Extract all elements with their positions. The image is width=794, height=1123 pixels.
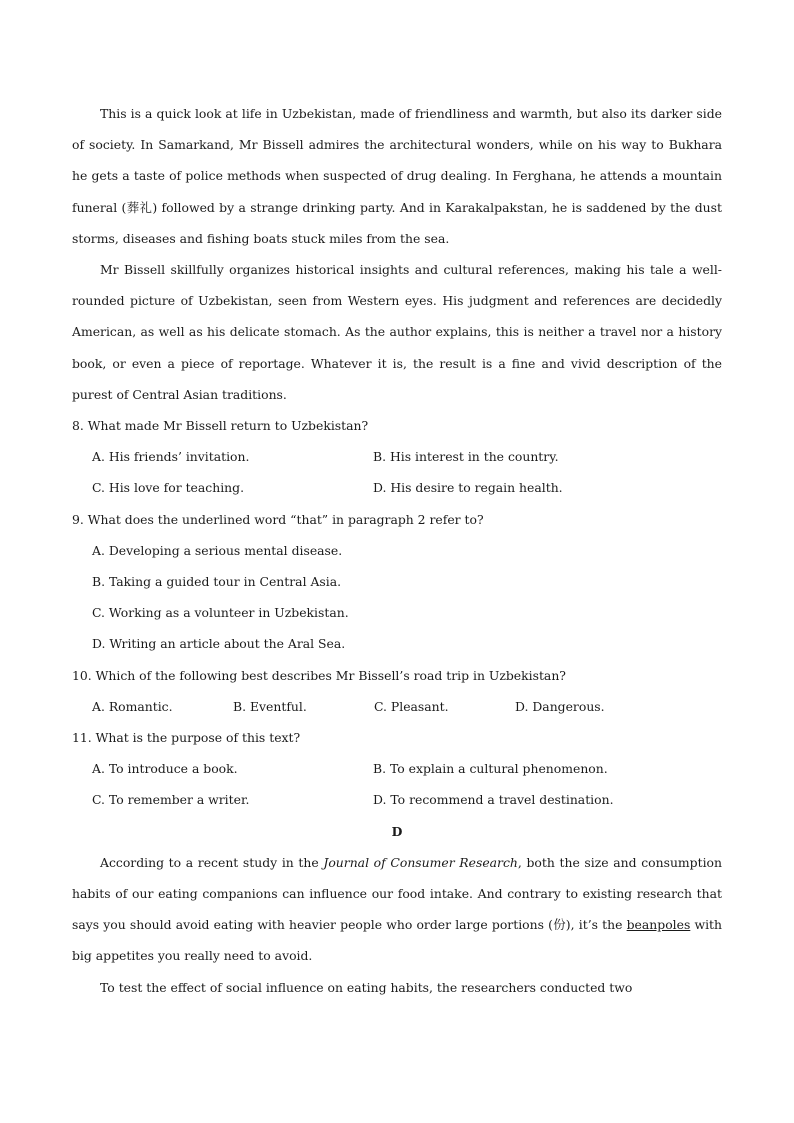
section-heading: D: [391, 823, 403, 839]
option-c: C. His love for teaching.: [92, 480, 245, 496]
option-a: A. Developing a serious mental disease.: [92, 542, 343, 558]
journal-title: Journal of Consumer Research: [323, 854, 518, 870]
options-row: [72, 441, 722, 472]
text-segment: with big appetites you really need to avoid.: [72, 917, 723, 964]
question-8: [72, 410, 722, 504]
underlined-word: beanpoles: [626, 917, 691, 933]
option-a: A. Romantic.: [92, 698, 173, 714]
text-segment: According to a recent study in the: [100, 854, 324, 870]
option-a: A. To introduce a book.: [92, 761, 238, 777]
options-row: [72, 784, 722, 815]
document-page: [72, 98, 722, 1003]
option-c: C. Working as a volunteer in Uzbekistan.: [92, 605, 349, 621]
option-d: D. To recommend a travel destination.: [373, 792, 614, 808]
options-row: [72, 691, 722, 722]
options-row: [72, 753, 722, 784]
question-9: [72, 504, 722, 660]
question-stem: 11. What is the purpose of this text?: [72, 730, 301, 746]
question-stem: 9. What does the underlined word “that” in paragraph 2 refer to?: [72, 511, 484, 527]
text-segment: , both the size and consumption habits of our eating companions can influence our food intake. And contrary to existing research that says you should avoid eating with heavier people who order large portions (份), it’s the: [72, 854, 722, 933]
options-row: [72, 472, 722, 503]
option-a: A. His friends’ invitation.: [92, 449, 250, 465]
section-d-paragraph-1: [72, 847, 722, 972]
question-stem: 10. Which of the following best describes Mr Bissell’s road trip in Uzbekistan?: [72, 667, 566, 683]
option-d: D. Dangerous.: [515, 698, 605, 714]
option-b: B. Eventful.: [233, 698, 307, 714]
question-10: [72, 660, 722, 722]
option-b: B. Taking a guided tour in Central Asia.: [92, 574, 342, 590]
question-11: [72, 722, 722, 816]
option-d: D. His desire to regain health.: [373, 480, 563, 496]
question-stem: 8. What made Mr Bissell return to Uzbekistan?: [72, 418, 369, 434]
section-d-paragraph-2: To test the effect of social influence on eating habits, the researchers conducted two: [100, 979, 633, 995]
passage-paragraph-1: This is a quick look at life in Uzbekistan, made of friendliness and warmth, but also its darker side of society. In Samarkand, Mr Bissell admires the architectural wonders, while on his way to Bukhara he gets a taste of police methods when suspected of drug dealing. In Ferghana, he attends a mountain funeral (葬礼) followed by a strange drinking party. And in Karakalpakstan, he is saddened by the dust storms, diseases and fishing boats stuck miles from the sea.: [72, 106, 722, 246]
option-d: D. Writing an article about the Aral Sea.: [92, 636, 346, 652]
option-c: C. Pleasant.: [374, 698, 449, 714]
option-b: B. To explain a cultural phenomenon.: [373, 761, 608, 777]
option-c: C. To remember a writer.: [92, 792, 250, 808]
option-b: B. His interest in the country.: [373, 449, 559, 465]
passage-paragraph-2: Mr Bissell skillfully organizes historical insights and cultural references, making his tale a well-rounded picture of Uzbekistan, seen from Western eyes. His judgment and references are decidedly American, as well as his delicate stomach. As the author explains, this is neither a travel nor a history book, or even a piece of reportage. Whatever it is, the result is a fine and vivid description of the purest of Central Asian traditions.: [72, 262, 722, 402]
